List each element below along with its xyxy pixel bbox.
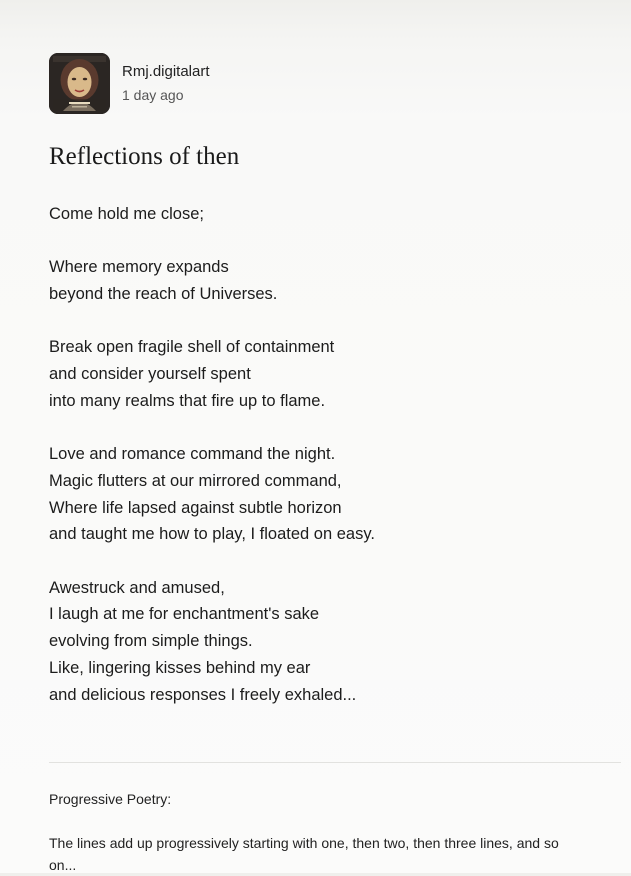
stanza-2 [49, 254, 609, 307]
author-avatar[interactable] [49, 53, 110, 114]
poem-line: Awestruck and amused, [49, 578, 225, 597]
author-name-link[interactable]: Rmj.digitalart [122, 63, 210, 80]
note-heading: Progressive Poetry: [49, 791, 172, 807]
note-body [49, 832, 609, 876]
poem-line: Break open fragile shell of containment [49, 338, 335, 357]
author-block [49, 53, 210, 114]
poem-line: Where memory expands [49, 258, 229, 277]
poem-line: and delicious responses I freely exhaled... [49, 685, 357, 704]
poem-line: Magic flutters at our mirrored command, [49, 471, 342, 490]
poem-line: evolving from simple things. [49, 632, 253, 651]
poem-line: Love and romance command the night. [49, 445, 336, 464]
poem-line: into many realms that fire up to flame. [49, 391, 326, 410]
poem-line: Come hold me close; [49, 205, 204, 223]
poem-line: I laugh at me for enchantment's sake [49, 605, 320, 624]
post-title: Reflections of then [49, 143, 240, 170]
stanza-3 [49, 334, 609, 414]
poem-body [49, 201, 609, 735]
poem-line: Like, lingering kisses behind my ear [49, 658, 311, 677]
stanza-1 [49, 201, 609, 228]
post-timestamp: 1 day ago [122, 87, 184, 103]
avatar-portrait-image [49, 53, 110, 114]
poem-line: Where life lapsed against subtle horizon [49, 498, 342, 517]
stanza-4 [49, 441, 609, 548]
stanza-5 [49, 575, 609, 709]
note-body-line: The lines add up progressively starting with one, then two, then three lines, and so [49, 835, 559, 851]
poem-line: beyond the reach of Universes. [49, 285, 278, 304]
note-body-line: on... [49, 857, 77, 873]
poem-line: and taught me how to play, I floated on easy. [49, 525, 375, 544]
section-divider [49, 762, 621, 763]
author-meta [122, 63, 210, 104]
poem-line: and consider yourself spent [49, 365, 251, 384]
